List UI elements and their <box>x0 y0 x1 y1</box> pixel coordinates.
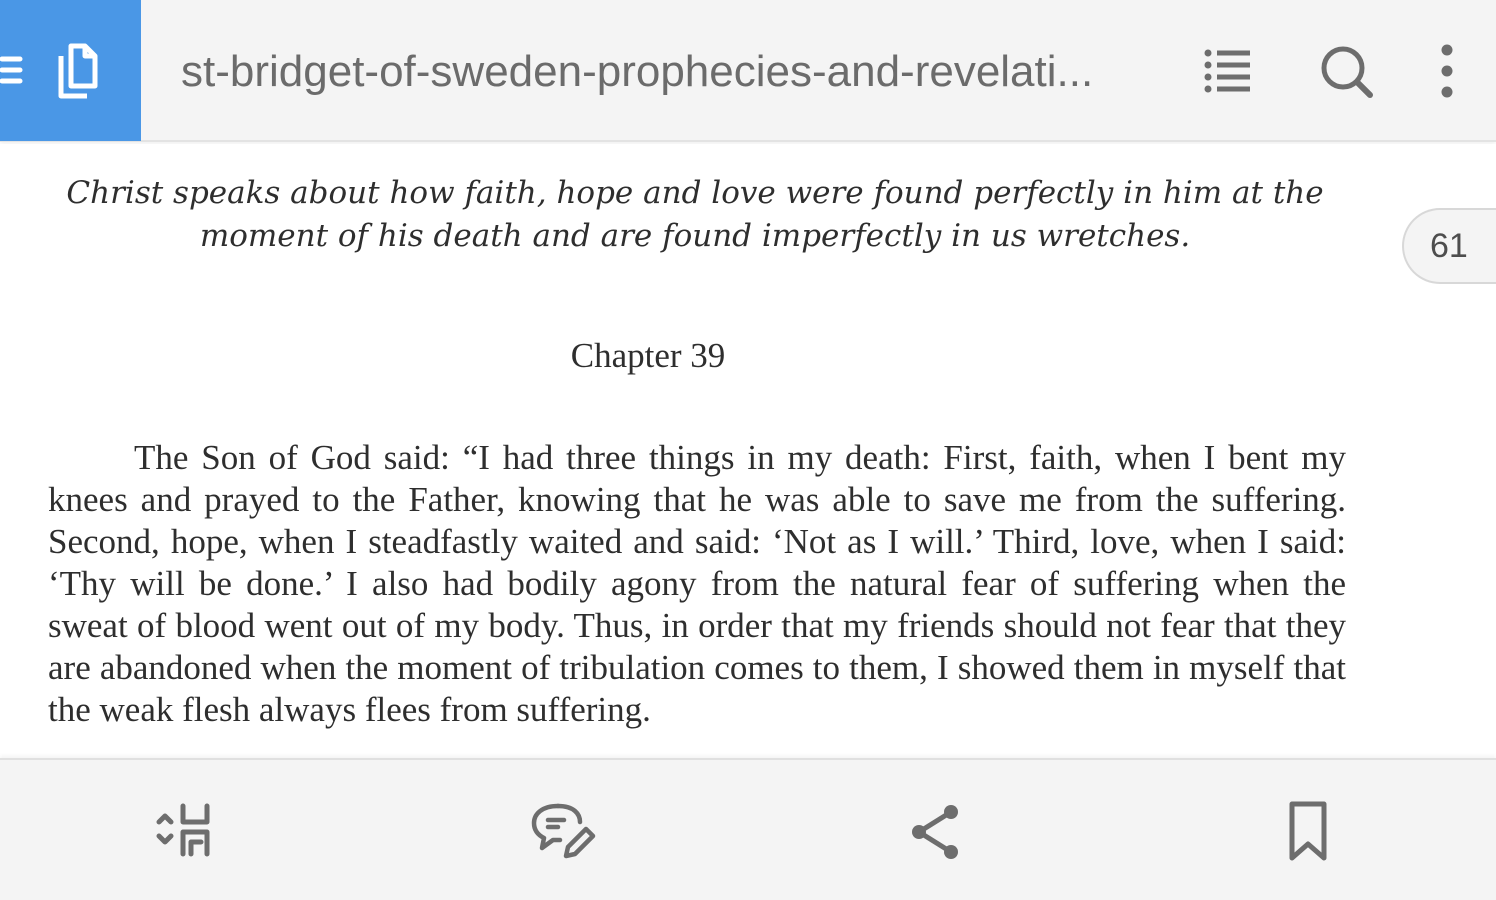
page-number: 61 <box>1430 227 1468 265</box>
reflow-icon <box>147 792 227 872</box>
comment-edit-icon <box>522 792 602 872</box>
page-number-badge[interactable] <box>1402 208 1496 284</box>
document-title: st-bridget-of-sweden-prophecies-and-revelati... <box>181 47 1094 96</box>
top-app-bar <box>0 0 1496 142</box>
reflow-button[interactable] <box>147 792 227 872</box>
bookmark-button[interactable] <box>1268 792 1348 872</box>
menu-icon <box>2 59 20 81</box>
search-button[interactable] <box>1310 35 1382 107</box>
share-icon <box>895 792 975 872</box>
share-button[interactable] <box>895 792 975 872</box>
document-icon <box>61 46 95 96</box>
more-vertical-icon <box>1411 35 1483 107</box>
bottom-toolbar <box>0 758 1496 900</box>
list-icon <box>1192 35 1264 107</box>
table-of-contents-button[interactable] <box>1192 35 1264 107</box>
comment-button[interactable] <box>522 792 602 872</box>
document-page[interactable] <box>0 144 1496 758</box>
bookmark-icon <box>1268 792 1348 872</box>
chapter-heading: Chapter 39 <box>570 336 726 375</box>
chapter-summary: Christ speaks about how faith, hope and love were found perfectly in him at the moment of his death and are found imperfectly in us wretches. <box>66 175 1324 254</box>
navigation-drawer-button[interactable] <box>0 0 141 141</box>
search-icon <box>1310 35 1382 107</box>
more-options-button[interactable] <box>1411 35 1483 107</box>
body-paragraph: The Son of God said: “I had three things in my death: First, faith, when I bent my knees and prayed to the Father, knowing that he was able to save me from the suffering. Second, hope, when I steadfastly waited and said: ‘Not as I will.’ Third, love, when I said: ‘Thy will be done.’ I also had bodily agony from the natural fear of suffering when the sweat of blood went out of my body. Thus, in order that my friends should not fear that they are abandoned when the moment of tribulation comes to them, I showed them in myself that the weak flesh always flees from suffering. <box>48 438 1346 729</box>
